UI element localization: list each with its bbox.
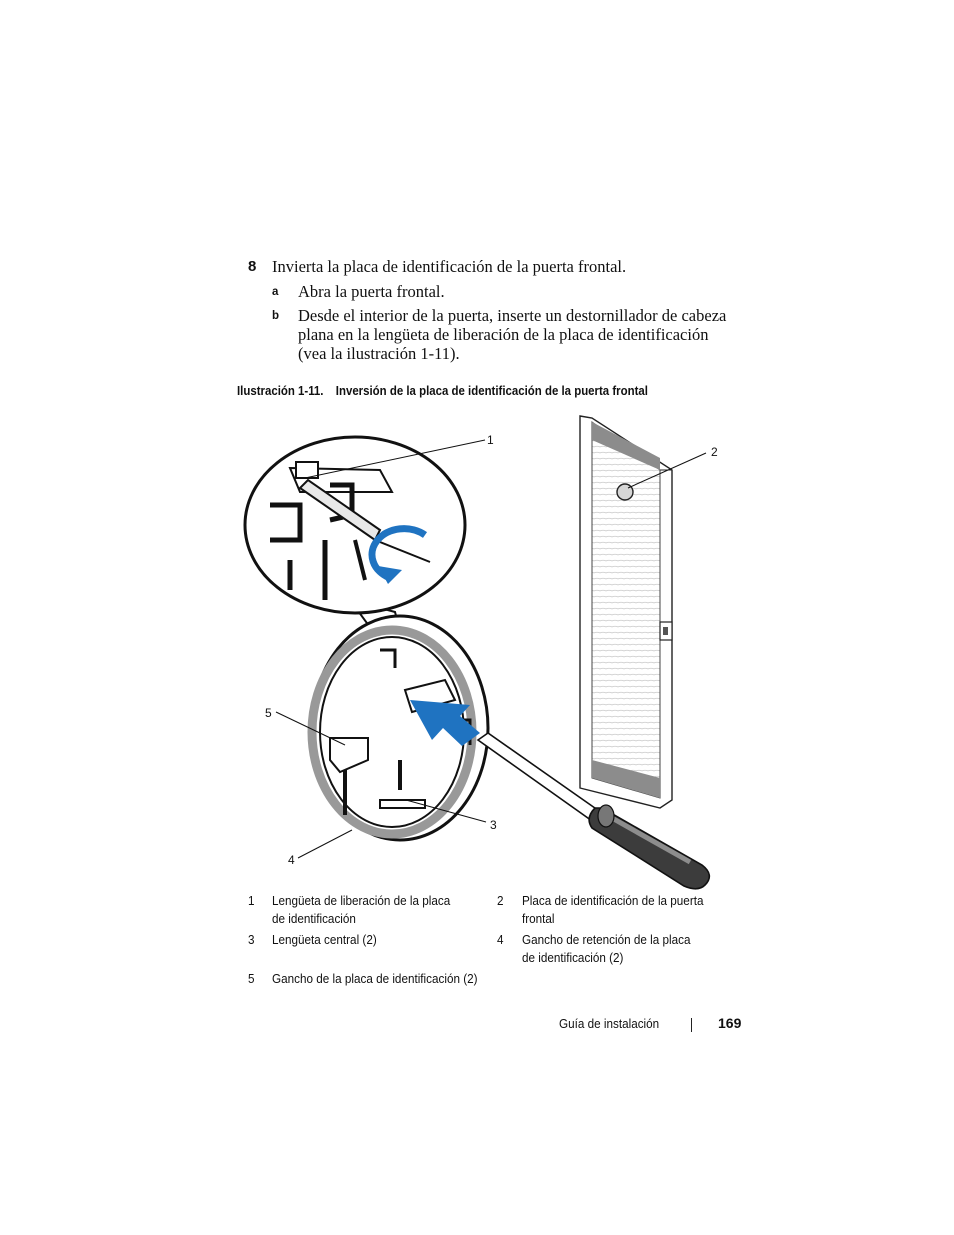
figure-title: Inversión de la placa de identificación de la puerta frontal xyxy=(335,383,648,398)
substep-text-b-line1: Desde el interior de la puerta, inserte un destornillador de cabeza xyxy=(298,306,727,325)
legend-text: Gancho de la placa de identificación (2) xyxy=(272,971,478,986)
legend-num: 1 xyxy=(248,893,255,908)
callout-3: 3 xyxy=(490,818,497,832)
legend-num: 4 xyxy=(497,932,504,947)
legend-num: 2 xyxy=(497,893,504,908)
substep-text-a: Abra la puerta frontal. xyxy=(298,282,445,301)
legend-text: Placa de identificación de la puerta xyxy=(522,893,704,908)
callout-2: 2 xyxy=(711,445,718,459)
step-text: Invierta la placa de identificación de la puerta frontal. xyxy=(272,257,627,276)
legend-text: Lengüeta central (2) xyxy=(272,932,377,947)
callout-5: 5 xyxy=(265,706,272,720)
legend-text: Lengüeta de liberación de la placa xyxy=(272,893,451,908)
legend-num: 5 xyxy=(248,971,255,986)
substep-letter-a: a xyxy=(272,286,279,298)
substep-text-b-line3: (vea la ilustración 1-11). xyxy=(298,344,460,363)
footer-guide-title: Guía de instalación xyxy=(559,1016,660,1031)
legend-text: de identificación xyxy=(272,911,356,926)
callout-1: 1 xyxy=(487,433,494,447)
legend-num: 3 xyxy=(248,932,255,947)
legend-text: frontal xyxy=(522,911,555,926)
legend-text: Gancho de retención de la placa xyxy=(522,932,691,947)
page-number: 169 xyxy=(718,1015,742,1031)
legend-text: de identificación (2) xyxy=(522,950,624,965)
callout-4: 4 xyxy=(288,853,295,867)
substep-letter-b: b xyxy=(272,310,280,322)
figure-label: Ilustración 1-11. xyxy=(237,383,324,398)
substep-text-b-line2: plana en la lengüeta de liberación de la placa de identificación xyxy=(298,325,709,344)
footer-separator xyxy=(691,1018,692,1032)
step-number: 8 xyxy=(248,258,257,275)
